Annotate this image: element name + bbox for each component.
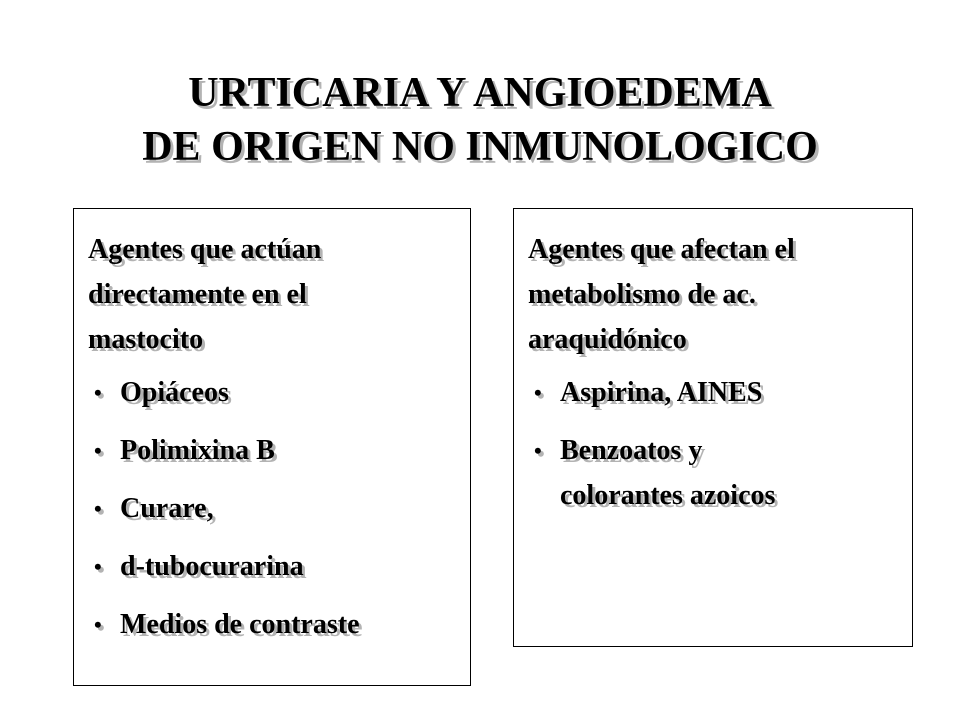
bullet-icon: • [94,612,102,637]
bullet-icon: • [534,438,542,463]
list-item [88,602,460,647]
list-item [528,370,902,415]
list-item-label-line-1: Benzoatos y [560,435,703,466]
list-item-label [560,428,902,518]
list-item-label: Opiáceos [120,377,229,408]
bullet-icon: • [94,554,102,579]
list-item-label-line-2: colorantes azoicos [560,480,776,511]
list-item-label: Curare, [120,493,214,524]
list-item [88,428,460,473]
list-item-label: Polimixina B [120,435,275,466]
slide-title [40,66,920,174]
bullet-icon: • [534,380,542,405]
list-item-label: Aspirina, AINES [560,377,763,408]
left-box-heading [88,227,460,362]
list-item [88,544,460,589]
right-box-heading [528,227,902,362]
bullet-icon: • [94,380,102,405]
right-heading-line-3: araquidónico [528,324,687,355]
list-item-label: d-tubocurarina [120,551,304,582]
slide-title-line-2: DE ORIGEN NO INMUNOLOGICO [142,124,818,170]
list-item-label: Medios de contraste [120,609,360,640]
left-agent-list [88,370,460,647]
right-heading-line-2: metabolismo de ac. [528,279,756,310]
slide-title-line-1: URTICARIA Y ANGIOEDEMA [188,70,772,116]
bullet-icon: • [94,496,102,521]
right-agents-box [513,208,913,647]
left-heading-line-1: Agentes que actúan [88,234,322,265]
left-heading-line-3: mastocito [88,324,204,355]
list-item [88,486,460,531]
list-item [528,428,902,518]
list-item [88,370,460,415]
right-heading-line-1: Agentes que afectan el [528,234,795,265]
bullet-icon: • [94,438,102,463]
left-agents-box [73,208,471,686]
right-agent-list [528,370,902,518]
left-heading-line-2: directamente en el [88,279,307,310]
